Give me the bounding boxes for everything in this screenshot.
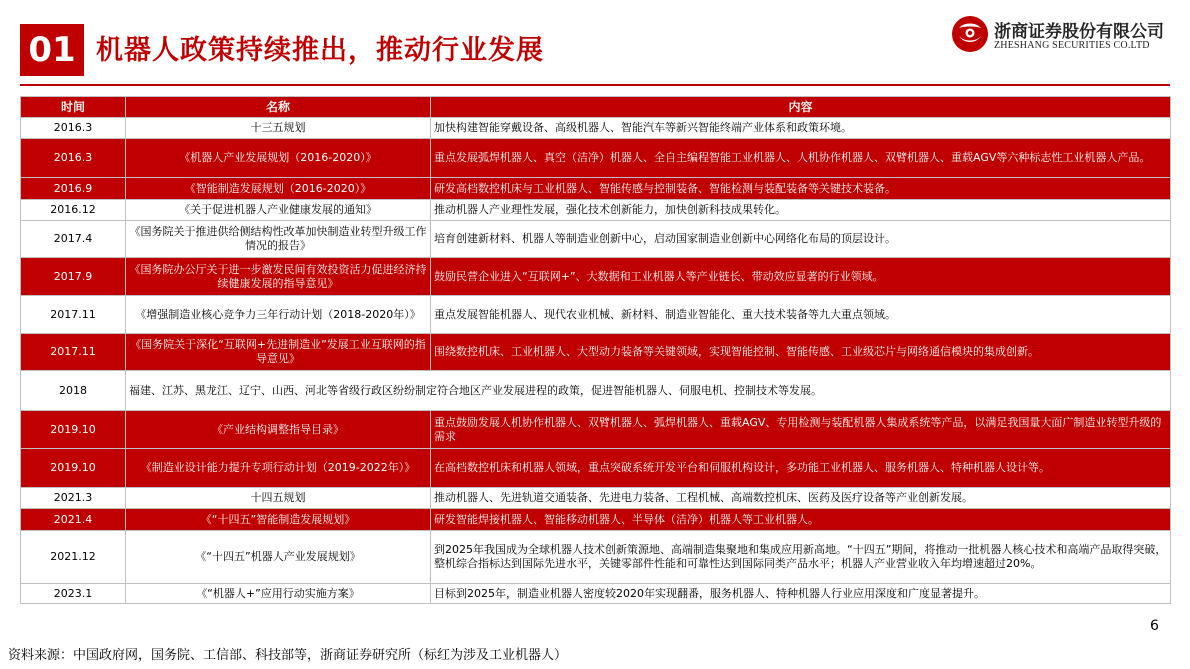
table-row (21, 334, 1171, 371)
cell-content: 研发高档数控机床与工业机器人、智能传感与控制装备、智能检测与装配装备等关键技术装备。 (431, 178, 1171, 200)
cell-name: 《产业结构调整指导目录》 (126, 411, 431, 449)
cell-name: 《制造业设计能力提升专项行动计划（2019-2022年）》 (126, 449, 431, 488)
zheshang-logo-icon (950, 14, 990, 54)
cell-name: 《国务院关于深化“互联网+先进制造业”发展工业互联网的指导意见》 (126, 334, 431, 371)
cell-time: 2017.9 (21, 258, 126, 296)
cell-name: 《增强制造业核心竞争力三年行动计划（2018-2020年）》 (126, 296, 431, 334)
cell-time: 2017.4 (21, 221, 126, 258)
cell-content: 研发智能焊接机器人、智能移动机器人、半导体（洁净）机器人等工业机器人。 (431, 509, 1171, 531)
cell-time: 2018 (21, 371, 126, 411)
cell-time: 2021.12 (21, 531, 126, 584)
col-header-time: 时间 (21, 97, 126, 118)
page-title: 机器人政策持续推出，推动行业发展 (96, 35, 544, 66)
header-divider (20, 84, 1170, 86)
table-row (21, 584, 1171, 604)
cell-name: 《“十四五”智能制造发展规划》 (126, 509, 431, 531)
cell-content: 重点发展弧焊机器人、真空（洁净）机器人、全自主编程智能工业机器人、人机协作机器人、双臂机器人、重载AGV等六种标志性工业机器人产品。 (431, 139, 1171, 178)
cell-content: 加快构建智能穿戴设备、高级机器人、智能汽车等新兴智能终端产业体系和政策环境。 (431, 118, 1171, 139)
cell-time: 2016.3 (21, 118, 126, 139)
cell-content: 福建、江苏、黑龙江、辽宁、山西、河北等省级行政区纷纷制定符合地区产业发展进程的政策，促进智能机器人、伺服电机、控制技术等发展。 (126, 371, 1171, 411)
policy-table-body (21, 118, 1171, 604)
cell-content: 重点鼓励发展人机协作机器人、双臂机器人、弧焊机器人、重载AGV、专用检测与装配机器人集成系统等产品，以满足我国量大面广制造业转型升级的需求 (431, 411, 1171, 449)
cell-name: 《“十四五”机器人产业发展规划》 (126, 531, 431, 584)
cell-content: 鼓励民营企业进入“互联网+”、大数据和工业机器人等产业链长、带动效应显著的行业领域。 (431, 258, 1171, 296)
cell-content: 重点发展智能机器人、现代农业机械、新材料、制造业智能化、重大技术装备等九大重点领域。 (431, 296, 1171, 334)
col-header-name: 名称 (126, 97, 431, 118)
cell-time: 2019.10 (21, 449, 126, 488)
company-name-cn: 浙商证券股份有限公司 (994, 22, 1164, 42)
table-row (21, 139, 1171, 178)
cell-time: 2021.4 (21, 509, 126, 531)
cell-time: 2017.11 (21, 296, 126, 334)
cell-time: 2016.3 (21, 139, 126, 178)
table-row (21, 200, 1171, 221)
cell-time: 2023.1 (21, 584, 126, 604)
table-header-row (21, 97, 1171, 118)
table-row (21, 531, 1171, 584)
cell-name: 《智能制造发展规划（2016-2020）》 (126, 178, 431, 200)
table-row (21, 296, 1171, 334)
company-logo (950, 14, 1175, 58)
cell-time: 2016.9 (21, 178, 126, 200)
cell-name: 十三五规划 (126, 118, 431, 139)
page-number: 6 (1150, 618, 1159, 634)
col-header-content: 内容 (431, 97, 1171, 118)
table-row (21, 449, 1171, 488)
company-name-en: ZHESHANG SECURITIES CO.LTD (994, 40, 1150, 51)
cell-content: 培育创建新材料、机器人等制造业创新中心，启动国家制造业创新中心网络化布局的顶层设计。 (431, 221, 1171, 258)
table-row (21, 509, 1171, 531)
slide-header (0, 0, 1190, 90)
policy-table (20, 96, 1171, 604)
table-row (21, 118, 1171, 139)
table-row (21, 221, 1171, 258)
cell-time: 2019.10 (21, 411, 126, 449)
table-row (21, 411, 1171, 449)
cell-name: 《“机器人+”应用行动实施方案》 (126, 584, 431, 604)
cell-name: 《机器人产业发展规划（2016-2020）》 (126, 139, 431, 178)
cell-content: 在高档数控机床和机器人领域，重点突破系统开发平台和伺服机构设计，多功能工业机器人、服务机器人、特种机器人设计等。 (431, 449, 1171, 488)
source-note: 资料来源：中国政府网，国务院、工信部、科技部等，浙商证券研究所（标红为涉及工业机器人） (8, 648, 568, 663)
cell-time: 2016.12 (21, 200, 126, 221)
table-row (21, 178, 1171, 200)
table-row (21, 258, 1171, 296)
cell-content: 围绕数控机床、工业机器人、大型动力装备等关键领域，实现智能控制、智能传感、工业级芯片与网络通信模块的集成创新。 (431, 334, 1171, 371)
cell-name: 《关于促进机器人产业健康发展的通知》 (126, 200, 431, 221)
cell-name: 十四五规划 (126, 488, 431, 509)
cell-time: 2017.11 (21, 334, 126, 371)
cell-content: 推动机器人、先进轨道交通装备、先进电力装备、工程机械、高端数控机床、医药及医疗设备等产业创新发展。 (431, 488, 1171, 509)
table-row (21, 488, 1171, 509)
cell-time: 2021.3 (21, 488, 126, 509)
cell-name: 《国务院关于推进供给侧结构性改革加快制造业转型升级工作情况的报告》 (126, 221, 431, 258)
table-row (21, 371, 1171, 411)
cell-name: 《国务院办公厅关于进一步激发民间有效投资活力促进经济持续健康发展的指导意见》 (126, 258, 431, 296)
section-number: 01 (20, 24, 84, 76)
cell-content: 目标到2025年，制造业机器人密度较2020年实现翻番，服务机器人、特种机器人行业应用深度和广度显著提升。 (431, 584, 1171, 604)
cell-content: 推动机器人产业理性发展，强化技术创新能力，加快创新科技成果转化。 (431, 200, 1171, 221)
cell-content: 到2025年我国成为全球机器人技术创新策源地、高端制造集聚地和集成应用新高地。“十四五”期间，将推动一批机器人核心技术和高端产品取得突破，整机综合指标达到国际先进水平，关键零部件性能和可靠性达到国际同类产品水平；机器人产业营业收入年均增速超过20%。 (431, 531, 1171, 584)
